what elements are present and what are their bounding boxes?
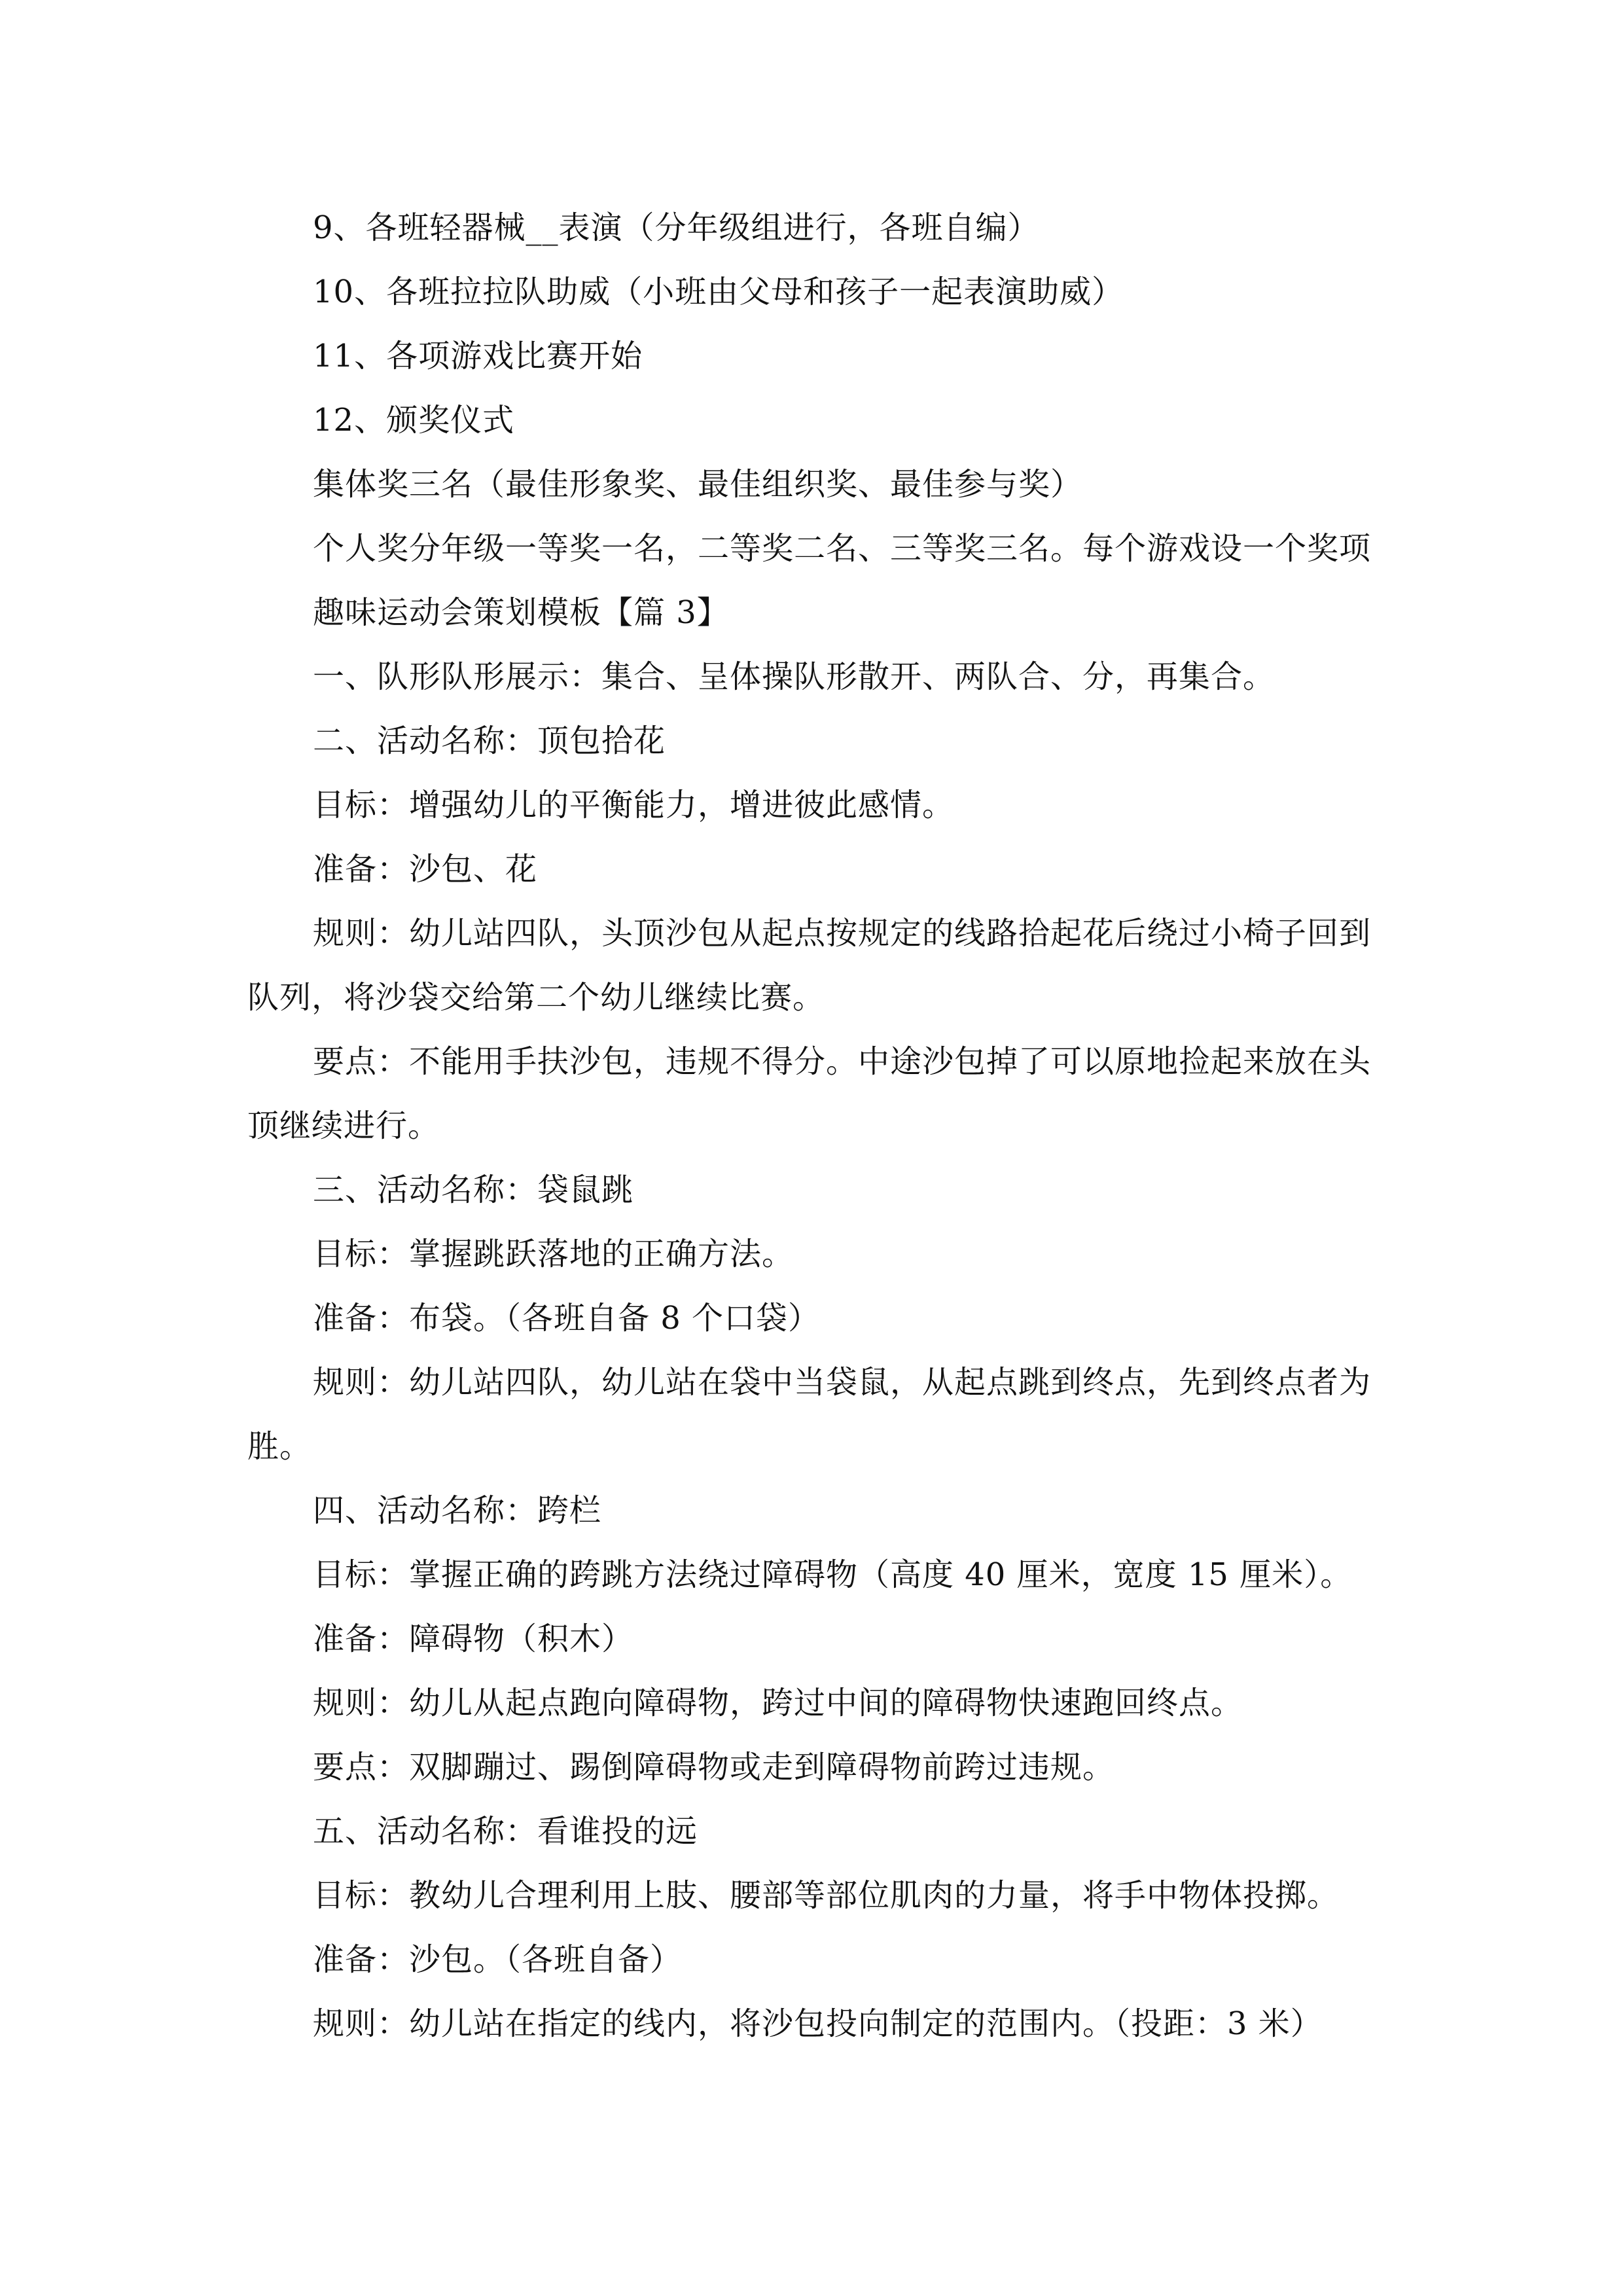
text-line: 准备：沙包、花 xyxy=(313,851,538,888)
text-line: 目标：教幼儿合理利用上肢、腰部等部位肌肉的力量，将手中物体投掷。 xyxy=(313,1877,1340,1914)
text-line: 目标：掌握跳跃落地的正确方法。 xyxy=(313,1236,794,1272)
section-heading: 趣味运动会策划模板【篇 3】 xyxy=(313,594,729,631)
text-line: 集体奖三名（最佳形象奖、最佳组织奖、最佳参与奖） xyxy=(313,466,1083,503)
text-line: 目标：增强幼儿的平衡能力，增进彼此感情。 xyxy=(313,787,955,823)
text-line: 准备：障碍物（积木） xyxy=(313,1621,634,1657)
text-line: 胜。 xyxy=(247,1428,312,1465)
text-line: 规则：幼儿站四队，幼儿站在袋中当袋鼠，从起点跳到终点，先到终点者为 xyxy=(313,1364,1372,1401)
text-line: 11、各项游戏比赛开始 xyxy=(313,338,643,374)
text-line: 规则：幼儿站在指定的线内，将沙包投向制定的范围内。（投距：3 米） xyxy=(313,2005,1323,2042)
text-line: 要点：不能用手扶沙包，违规不得分。中途沙包掉了可以原地捡起来放在头 xyxy=(313,1043,1372,1080)
activity-title: 二、活动名称：顶包拾花 xyxy=(313,723,666,759)
text-line: 个人奖分年级一等奖一名，二等奖二名、三等奖三名。每个游戏设一个奖项 xyxy=(313,530,1372,567)
activity-title: 五、活动名称：看谁投的远 xyxy=(313,1813,698,1850)
text-line: 队列，将沙袋交给第二个幼儿继续比赛。 xyxy=(247,979,825,1016)
text-line: 9、各班轻器械__表演（分年级组进行，各班自编） xyxy=(313,209,1040,246)
activity-title: 四、活动名称：跨栏 xyxy=(313,1492,602,1529)
text-line: 目标：掌握正确的跨跳方法绕过障碍物（高度 40 厘米，宽度 15 厘米）。 xyxy=(313,1556,1353,1593)
text-line: 一、队形队形展示：集合、呈体操队形散开、两队合、分，再集合。 xyxy=(313,658,1275,695)
text-line: 规则：幼儿从起点跑向障碍物，跨过中间的障碍物快速跑回终点。 xyxy=(313,1685,1243,1721)
text-line: 10、各班拉拉队助威（小班由父母和孩子一起表演助威） xyxy=(313,274,1124,310)
text-line: 准备：沙包。（各班自备） xyxy=(313,1941,683,1978)
activity-title: 三、活动名称：袋鼠跳 xyxy=(313,1172,634,1208)
text-line: 准备：布袋。（各班自备 8 个口袋） xyxy=(313,1300,821,1336)
text-line: 要点：双脚蹦过、踢倒障碍物或走到障碍物前跨过违规。 xyxy=(313,1749,1115,1785)
text-line: 规则：幼儿站四队，头顶沙包从起点按规定的线路拾起花后绕过小椅子回到 xyxy=(313,915,1372,952)
text-line: 顶继续进行。 xyxy=(247,1107,440,1144)
text-line: 12、颁奖仪式 xyxy=(313,402,515,439)
